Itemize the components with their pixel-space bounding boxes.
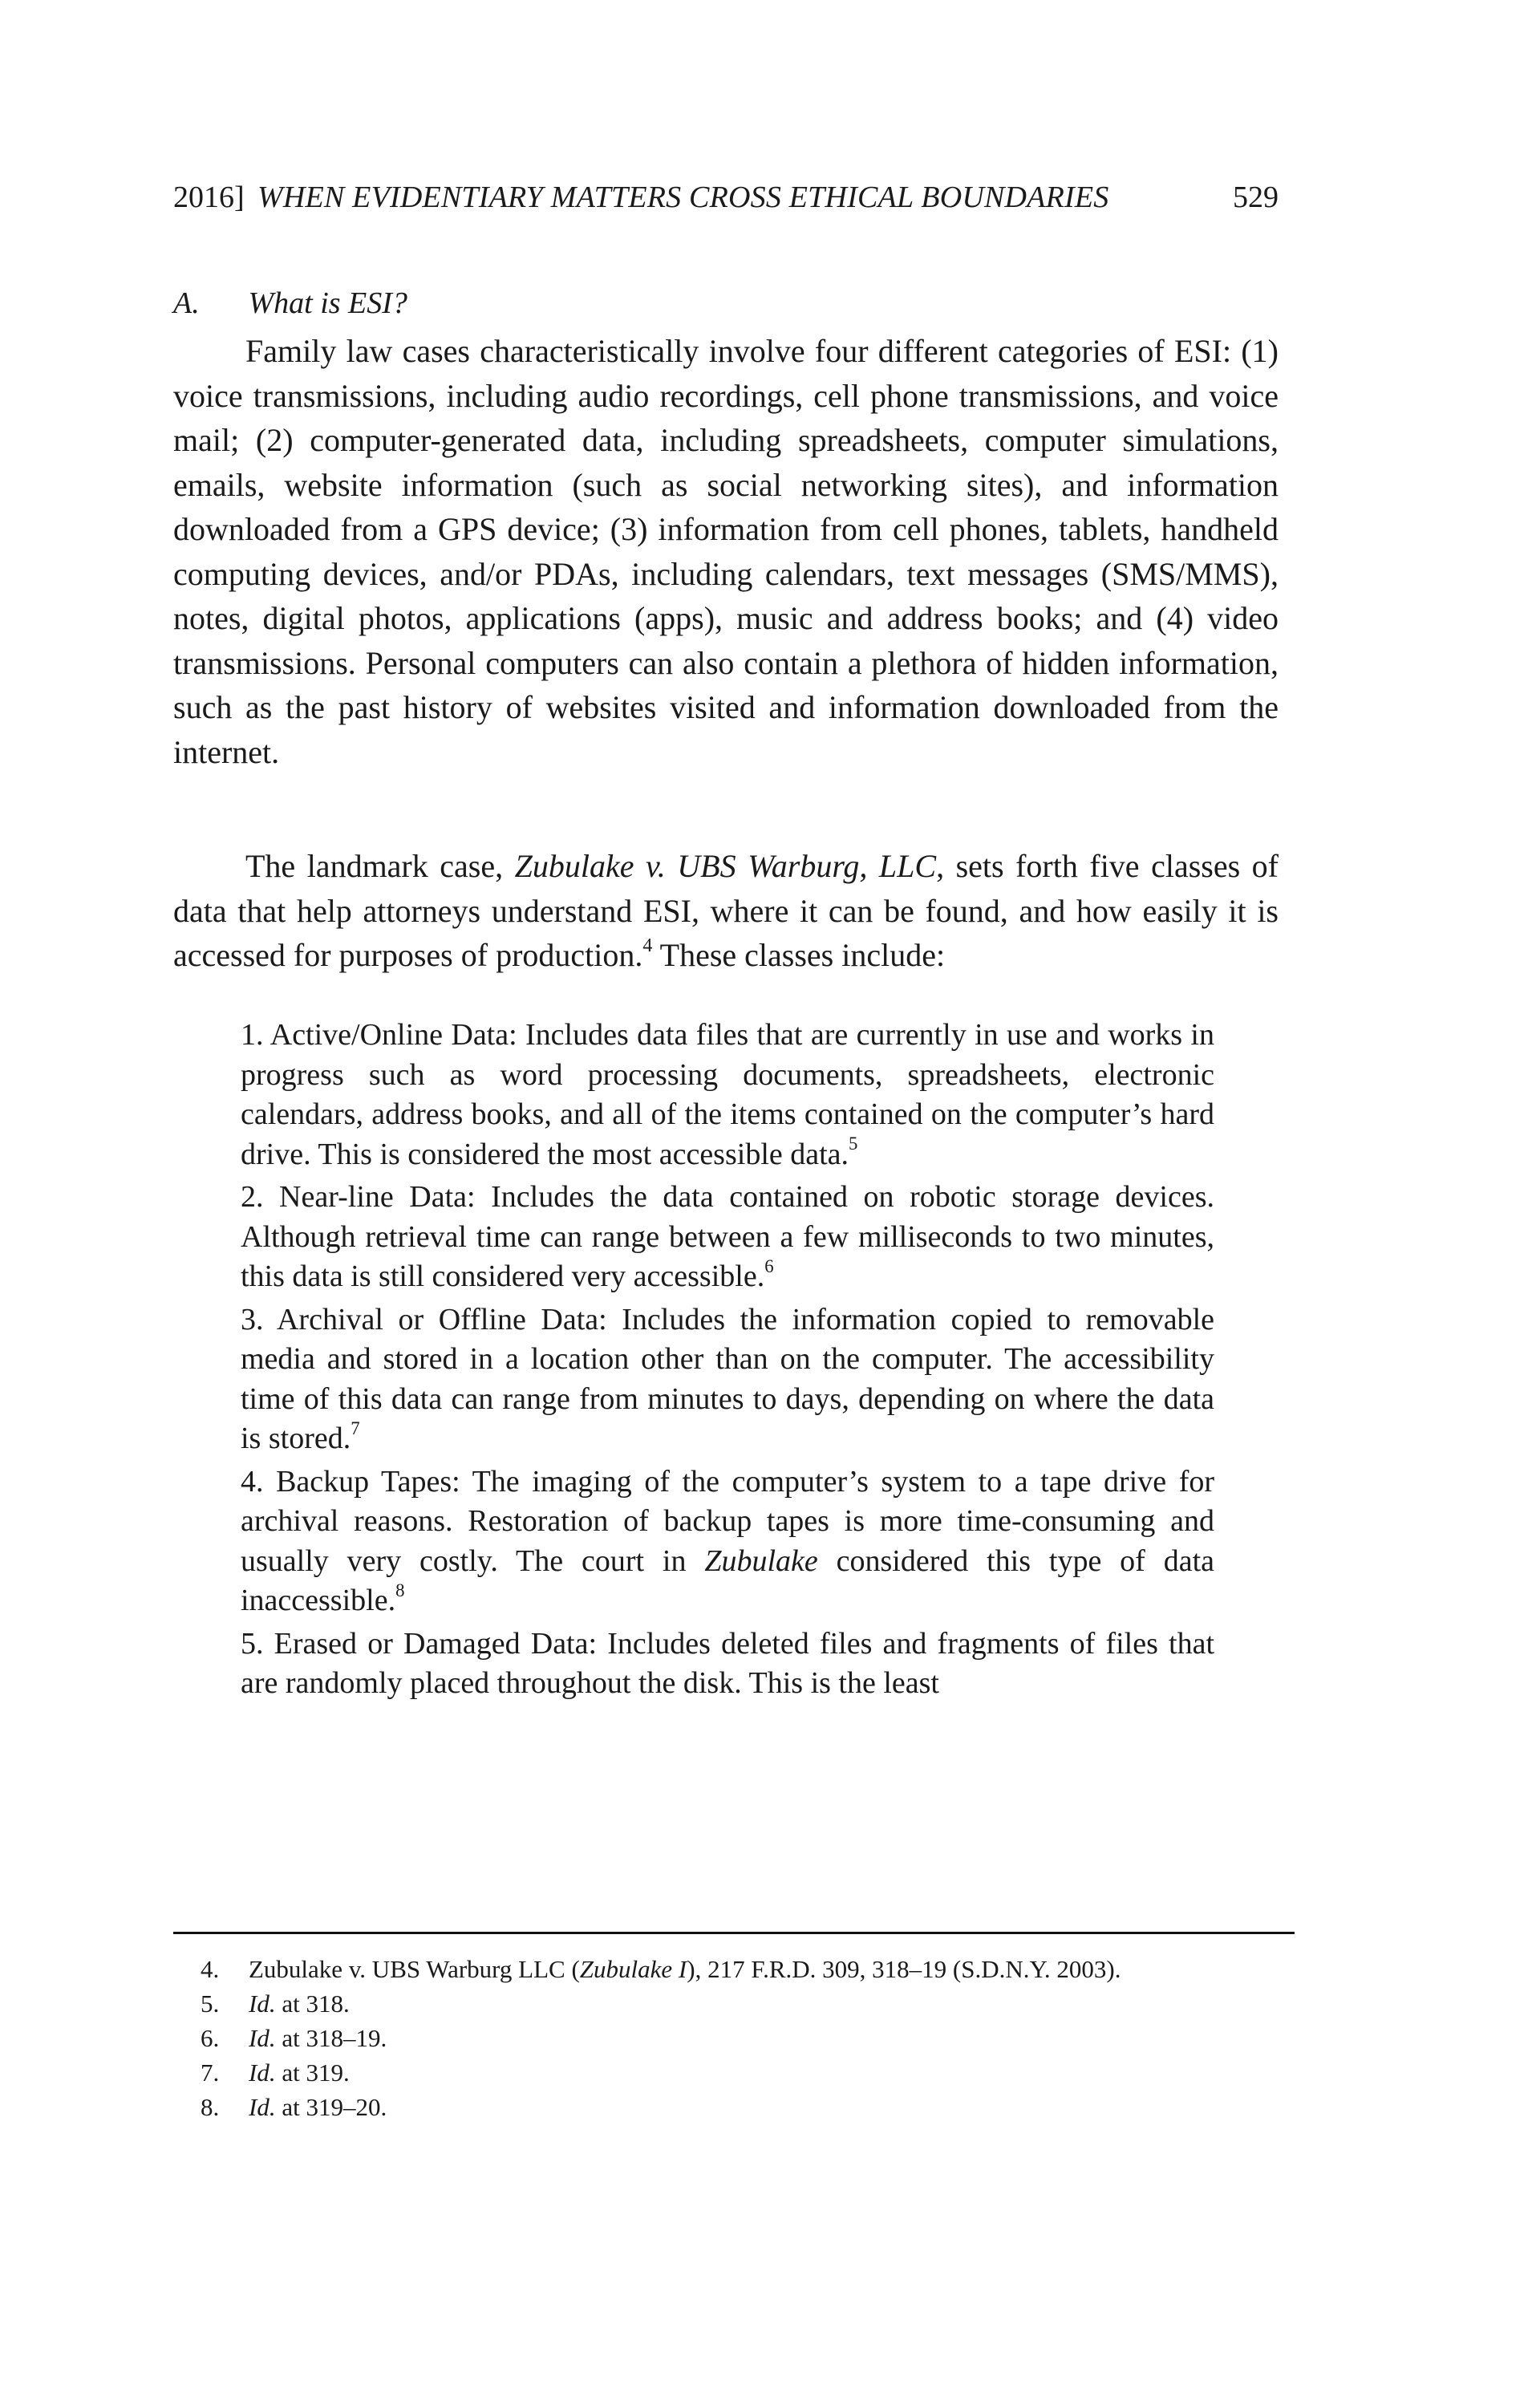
case-name: Zubulake <box>704 1543 818 1578</box>
footnote-ref: 4 <box>642 935 653 957</box>
para2-pre: The landmark case, <box>245 848 515 884</box>
list-item: 5. Erased or Damaged Data: Includes deleted files and fragments of files that are randomly placed throughout the disk. This is the least <box>241 1626 1214 1700</box>
footnote: 8. Id. at 319–20. <box>201 2093 387 2121</box>
section-label: A. <box>173 286 200 320</box>
list-item: 2. Near-line Data: Includes the data contained on robotic storage devices. Although retrieval time can range between a few milliseconds to two minutes, this data is still considered very accessible.$^6$ <box>241 1180 1214 1293</box>
paragraph-zubulake <box>173 844 1279 978</box>
footnote-ref: 5 <box>849 1134 858 1154</box>
list-item: 1. Active/Online Data: Includes data files that are currently in use and works in progress such as word processing documents, spreadsheets, electronic calendars, address books, and all of the items contained on the computer’s hard drive. This is considered the most accessible data.$^5$ <box>241 1018 1214 1171</box>
data-classes-list <box>241 1016 1214 1707</box>
header-title: WHEN EVIDENTIARY MATTERS CROSS ETHICAL BOUNDARIES <box>257 180 1109 214</box>
footnote-ref: 8 <box>395 1580 405 1600</box>
footnote: 4. Zubulake v. UBS Warburg LLC (Zubulake I), 217 F.R.D. 309, 318–19 (S.D.N.Y. 2003). <box>201 1955 1121 1983</box>
paragraph-esi-categories: Family law cases characteristically involve four different categories of ESI: (1) voice transmissions, including audio recordings, cell phone transmissions, and voice mail; (2) computer-generated data, including spreadsheets, computer simulations, emails, website information (such as social networking sites), and information downloaded from a GPS device; (3) information from cell phones, tablets, handheld computing devices, and/or PDAs, including calendars, text messages (SMS/MMS), notes, digital photos, applications (apps), music and address books; and (4) video transmissions. Personal computers can also contain a plethora of hidden information, such as the past history of websites visited and information downloaded from the internet. <box>173 333 1279 770</box>
case-name: Zubulake v. UBS Warburg, LLC <box>514 848 937 884</box>
page-number: 529 <box>1233 180 1279 214</box>
footnote-divider <box>173 1932 1295 1934</box>
para2-post: , sets forth five classes of data that help attorneys understand ESI, where it can be found, and how easily it is accessed for purposes of production. <box>173 848 1279 973</box>
para2-tail: These classes include: <box>652 937 946 973</box>
list-item: 4. Backup Tapes: The imaging of the computer’s system to a tape drive for archival reasons. Restoration of backup tapes is more time-consuming and usually very costly. The court in Zubulake considered this type of data inaccessible.$^8$ <box>241 1464 1214 1617</box>
footnote-ref: 7 <box>351 1418 360 1438</box>
footnote: 7. Id. at 319. <box>201 2058 350 2087</box>
section-heading <box>173 282 407 324</box>
header-year: 2016] <box>173 180 245 214</box>
footnotes <box>201 1952 1323 2124</box>
list-item: 3. Archival or Offline Data: Includes the information copied to removable media and stored in a location other than on the computer. The accessibility time of this data can range from minutes to days, depending on where the data is stored.$^7$ <box>241 1302 1214 1455</box>
footnote: 5. Id. at 318. <box>201 1989 350 2018</box>
section-title: What is ESI? <box>248 286 407 320</box>
footnote-ref: 6 <box>764 1255 774 1276</box>
running-header <box>173 173 1279 221</box>
footnote: 6. Id. at 318–19. <box>201 2024 387 2052</box>
